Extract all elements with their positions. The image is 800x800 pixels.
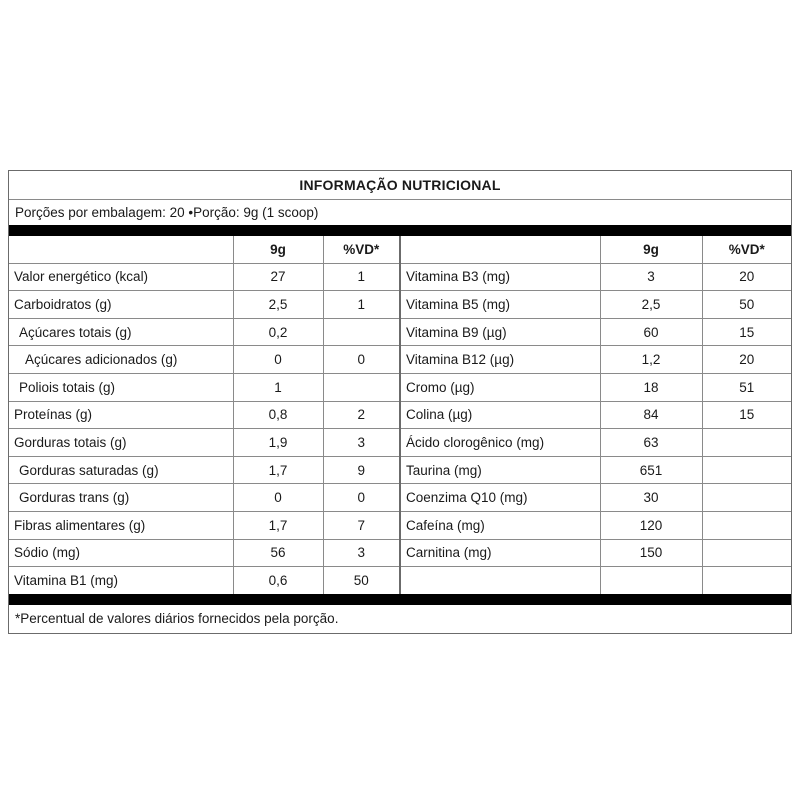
right-nutrient-amount: 651 <box>600 456 702 484</box>
right-nutrient-vd <box>702 539 791 567</box>
left-nutrient-vd: 2 <box>323 401 400 429</box>
left-nutrient-amount: 1,7 <box>233 511 323 539</box>
left-nutrient-amount: 27 <box>233 263 323 291</box>
right-nutrient-vd: 50 <box>702 291 791 319</box>
left-nutrient-vd <box>323 373 400 401</box>
right-nutrient-label: Vitamina B5 (mg) <box>400 291 600 319</box>
right-nutrient-label: Cromo (µg) <box>400 373 600 401</box>
left-nutrient-amount: 0 <box>233 484 323 512</box>
table-row <box>9 567 791 594</box>
footnote: *Percentual de valores diários fornecidos pela porção. <box>15 610 339 626</box>
right-nutrient-label: Cafeína (mg) <box>400 511 600 539</box>
table-row <box>9 318 791 346</box>
left-nutrient-vd: 1 <box>323 263 400 291</box>
right-nutrient-vd: 20 <box>702 263 791 291</box>
table-row <box>9 429 791 457</box>
left-nutrient-vd <box>323 318 400 346</box>
header-amount-left: 9g <box>233 236 323 263</box>
left-nutrient-amount: 1,7 <box>233 456 323 484</box>
right-nutrient-amount: 3 <box>600 263 702 291</box>
right-nutrient-vd: 51 <box>702 373 791 401</box>
right-nutrient-amount: 120 <box>600 511 702 539</box>
left-nutrient-amount: 1,9 <box>233 429 323 457</box>
table-row <box>9 539 791 567</box>
left-nutrient-label: Gorduras saturadas (g) <box>9 456 233 484</box>
left-nutrient-label: Vitamina B1 (mg) <box>9 567 233 594</box>
right-nutrient-amount: 18 <box>600 373 702 401</box>
table-header-row <box>9 236 791 263</box>
left-nutrient-vd: 3 <box>323 539 400 567</box>
right-nutrient-vd <box>702 456 791 484</box>
right-nutrient-vd: 20 <box>702 346 791 374</box>
header-amount-right: 9g <box>600 236 702 263</box>
right-nutrient-vd: 15 <box>702 318 791 346</box>
table-row <box>9 484 791 512</box>
left-nutrient-vd: 0 <box>323 484 400 512</box>
left-nutrient-amount: 56 <box>233 539 323 567</box>
left-nutrient-label: Açúcares totais (g) <box>9 318 233 346</box>
left-nutrient-label: Sódio (mg) <box>9 539 233 567</box>
right-nutrient-amount: 60 <box>600 318 702 346</box>
right-nutrient-label: Coenzima Q10 (mg) <box>400 484 600 512</box>
right-nutrient-vd <box>702 511 791 539</box>
left-nutrient-amount: 2,5 <box>233 291 323 319</box>
left-nutrient-amount: 0,6 <box>233 567 323 594</box>
left-nutrient-vd: 7 <box>323 511 400 539</box>
table-row <box>9 511 791 539</box>
table-row <box>9 263 791 291</box>
right-nutrient-label: Vitamina B9 (µg) <box>400 318 600 346</box>
left-nutrient-vd: 3 <box>323 429 400 457</box>
left-nutrient-vd: 1 <box>323 291 400 319</box>
left-nutrient-label: Açúcares adicionados (g) <box>9 346 233 374</box>
right-nutrient-label: Ácido clorogênico (mg) <box>400 429 600 457</box>
right-nutrient-label <box>400 567 600 594</box>
serving-info: Porções por embalagem: 20 •Porção: 9g (1 scoop) <box>15 205 319 220</box>
bottom-divider-bar <box>9 594 791 605</box>
right-nutrient-label: Colina (µg) <box>400 401 600 429</box>
left-nutrient-label: Proteínas (g) <box>9 401 233 429</box>
left-nutrient-label: Gorduras trans (g) <box>9 484 233 512</box>
header-blank-right <box>400 236 600 263</box>
right-nutrient-amount: 2,5 <box>600 291 702 319</box>
left-nutrient-amount: 1 <box>233 373 323 401</box>
top-divider-bar <box>9 225 791 236</box>
nutrition-table <box>9 236 791 594</box>
left-nutrient-vd: 9 <box>323 456 400 484</box>
left-nutrient-amount: 0 <box>233 346 323 374</box>
left-nutrient-label: Gorduras totais (g) <box>9 429 233 457</box>
left-nutrient-vd: 0 <box>323 346 400 374</box>
right-nutrient-amount: 30 <box>600 484 702 512</box>
table-row <box>9 291 791 319</box>
right-nutrient-amount: 150 <box>600 539 702 567</box>
header-vd-left: %VD* <box>323 236 400 263</box>
right-nutrient-vd <box>702 484 791 512</box>
right-nutrient-amount: 63 <box>600 429 702 457</box>
right-nutrient-amount: 1,2 <box>600 346 702 374</box>
right-nutrient-label: Taurina (mg) <box>400 456 600 484</box>
right-nutrient-label: Vitamina B12 (µg) <box>400 346 600 374</box>
header-blank-left <box>9 236 233 263</box>
left-nutrient-label: Poliois totais (g) <box>9 373 233 401</box>
panel-title: INFORMAÇÃO NUTRICIONAL <box>9 171 791 200</box>
table-row <box>9 456 791 484</box>
header-vd-right: %VD* <box>702 236 791 263</box>
left-nutrient-vd: 50 <box>323 567 400 594</box>
table-row <box>9 401 791 429</box>
right-nutrient-vd <box>702 567 791 594</box>
left-nutrient-amount: 0,2 <box>233 318 323 346</box>
left-nutrient-amount: 0,8 <box>233 401 323 429</box>
left-nutrient-label: Fibras alimentares (g) <box>9 511 233 539</box>
right-nutrient-vd: 15 <box>702 401 791 429</box>
table-row <box>9 373 791 401</box>
nutrition-facts-panel <box>8 170 792 634</box>
left-nutrient-label: Valor energético (kcal) <box>9 263 233 291</box>
right-nutrient-vd <box>702 429 791 457</box>
right-nutrient-label: Carnitina (mg) <box>400 539 600 567</box>
left-nutrient-label: Carboidratos (g) <box>9 291 233 319</box>
table-row <box>9 346 791 374</box>
right-nutrient-amount <box>600 567 702 594</box>
right-nutrient-label: Vitamina B3 (mg) <box>400 263 600 291</box>
right-nutrient-amount: 84 <box>600 401 702 429</box>
